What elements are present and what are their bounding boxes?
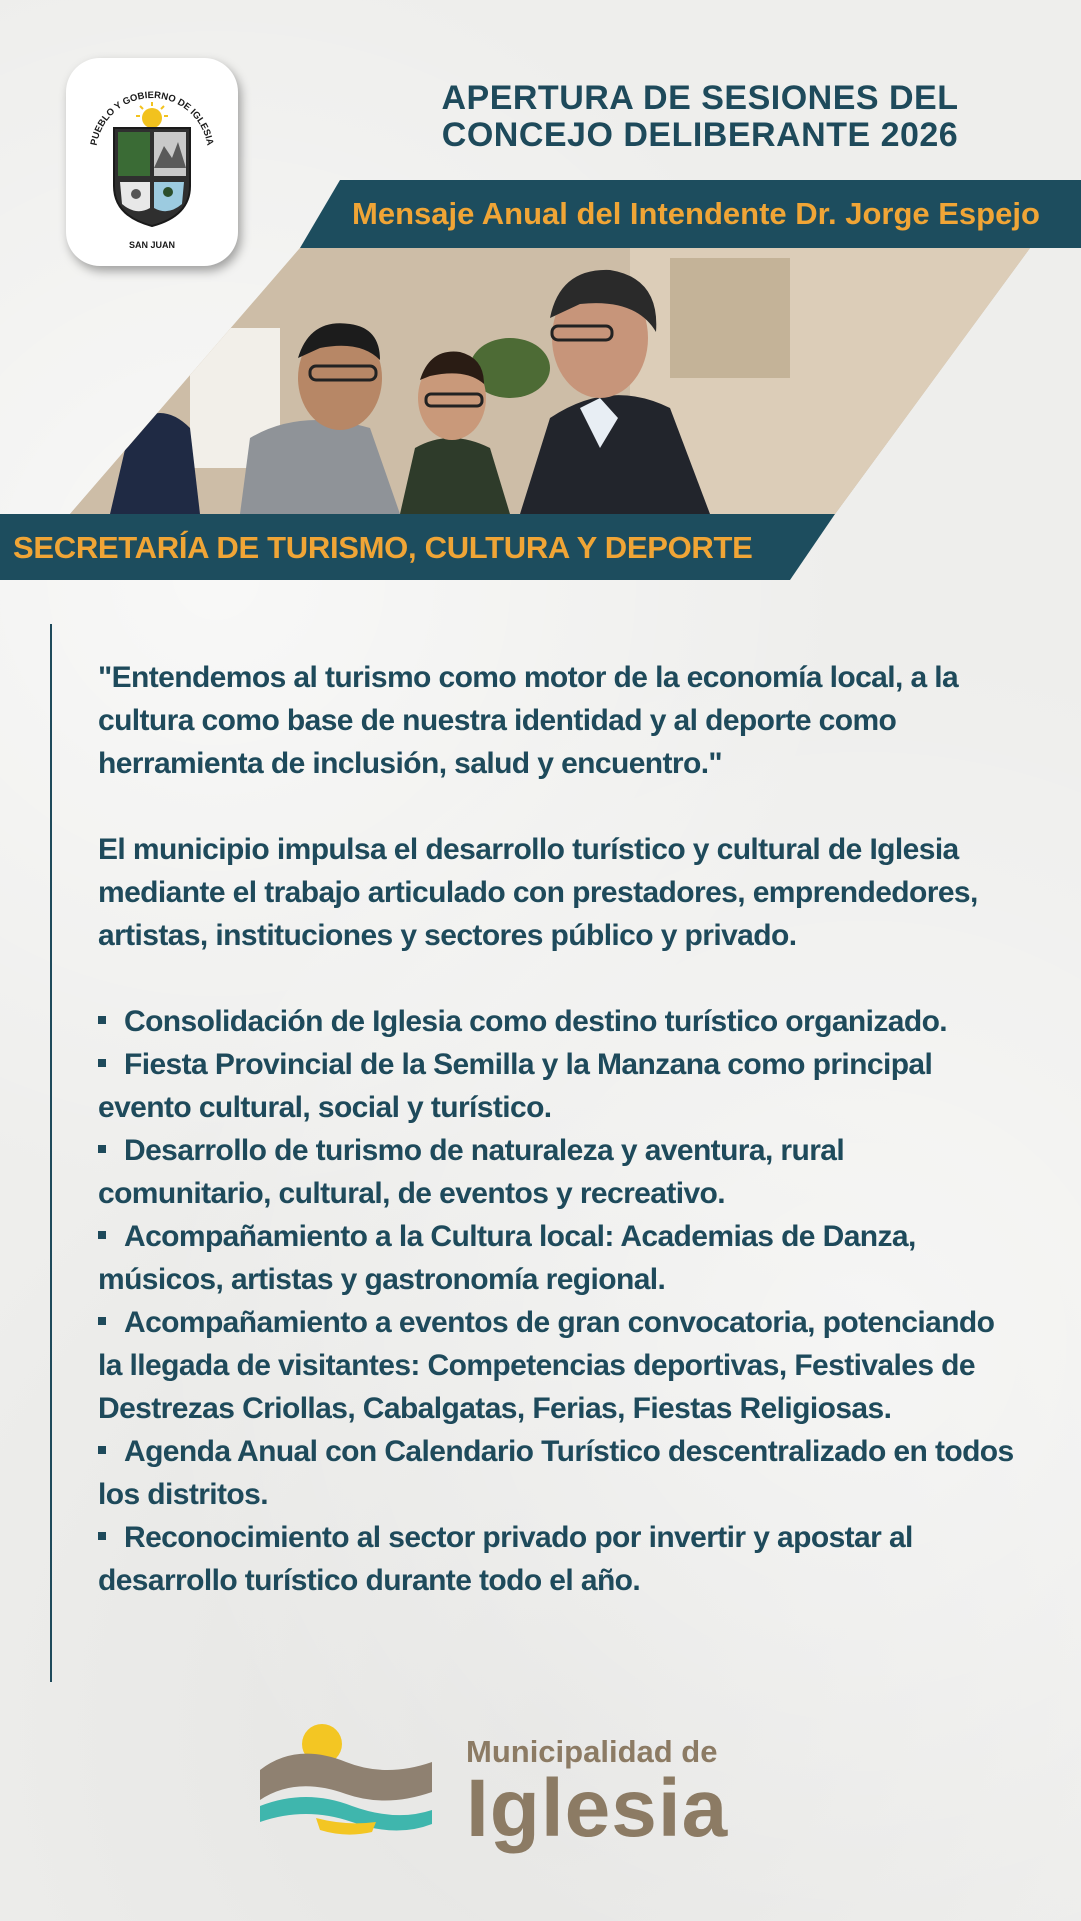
vertical-divider xyxy=(50,624,52,1682)
title-line-1: APERTURA DE SESIONES DEL xyxy=(441,79,959,117)
municipality-logo-icon xyxy=(256,1722,436,1842)
bullet-square-icon xyxy=(98,1532,106,1540)
bullet-square-icon xyxy=(98,1446,106,1454)
list-item: Desarrollo de turismo de naturaleza y aventura, rural comunitario, cultural, de eventos y recreativo. xyxy=(98,1134,845,1210)
bullet-list xyxy=(98,1000,1018,1602)
bullet-square-icon xyxy=(98,1317,106,1325)
list-item: Fiesta Provincial de la Semilla y la Manzana como principal evento cultural, social y turístico. xyxy=(98,1048,933,1124)
seal-arc-text: PUEBLO Y GOBIERNO DE IGLESIA xyxy=(88,89,216,147)
intro-paragraph: El municipio impulsa el desarrollo turístico y cultural de Iglesia mediante el trabajo articulado con prestadores, emprendedores, artistas, instituciones y sectores público y privado. xyxy=(98,833,978,952)
list-item: Acompañamiento a la Cultura local: Academias de Danza, músicos, artistas y gastronomía regional. xyxy=(98,1220,916,1296)
bullet-square-icon xyxy=(98,1231,106,1239)
seal-bottom-text: SAN JUAN xyxy=(128,240,176,250)
bullet-square-icon xyxy=(98,1059,106,1067)
title-line-2: CONCEJO DELIBERANTE 2026 xyxy=(441,116,959,154)
footer-municipality-label: Municipalidad de xyxy=(466,1734,718,1769)
municipal-seal-badge xyxy=(66,58,238,266)
bullet-square-icon xyxy=(98,1016,106,1024)
list-item: Acompañamiento a eventos de gran convocatoria, potenciando la llegada de visitantes: Competencias deportivas, Festivales de Destrezas Criollas, Cabalgatas, Ferias, Fiestas Religiosas. xyxy=(98,1306,995,1425)
quote-text: "Entendemos al turismo como motor de la economía local, a la cultura como base de nuestra identidad y al deporte como herramienta de inclusión, salud y encuentro." xyxy=(98,661,959,780)
page-title xyxy=(380,80,1020,154)
list-item: Agenda Anual con Calendario Turístico descentralizado en todos los distritos. xyxy=(98,1435,1014,1511)
section-title: SECRETARÍA DE TURISMO, CULTURA Y DEPORTE xyxy=(13,530,753,565)
bullet-square-icon xyxy=(98,1145,106,1153)
message-content xyxy=(98,656,1018,1602)
subtitle: Mensaje Anual del Intendente Dr. Jorge Espejo xyxy=(352,196,1040,231)
municipal-seal xyxy=(66,58,238,266)
list-item: Consolidación de Iglesia como destino turístico organizado. xyxy=(98,1000,1018,1043)
footer-municipality-name: Iglesia xyxy=(466,1763,729,1854)
list-item: Reconocimiento al sector privado por invertir y apostar al desarrollo turístico durante todo el año. xyxy=(98,1521,913,1597)
officials-photo xyxy=(70,248,1030,514)
